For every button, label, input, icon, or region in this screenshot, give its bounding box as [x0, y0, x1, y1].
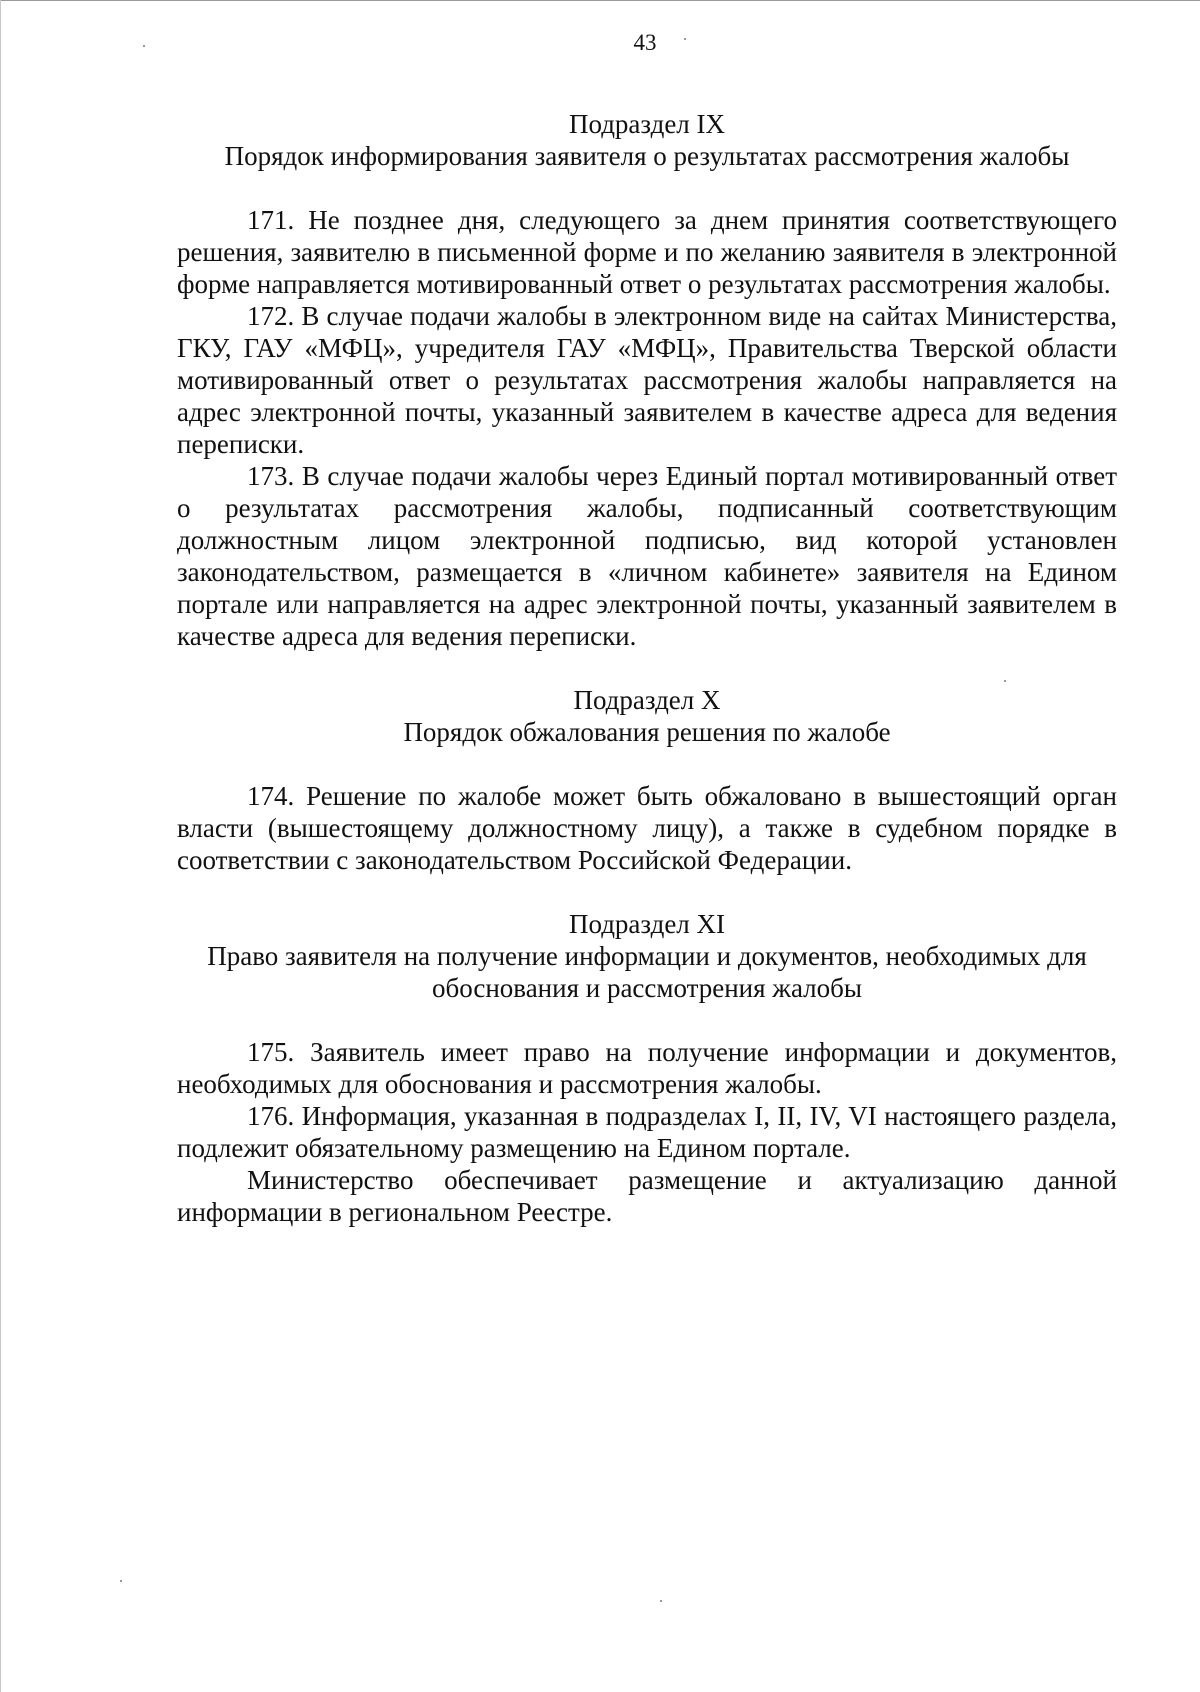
- section-subtitle: Порядок обжалования решения по жалобе: [403, 717, 891, 747]
- scan-edge-line-top: [0, 0, 1200, 1]
- section-subtitle: Право заявителя на получение информации и документов, необходимых для обоснования и рассмотрения жалобы: [207, 941, 1087, 1003]
- section-title: Подраздел IX: [568, 109, 726, 139]
- section-heading: [177, 108, 1117, 172]
- section-subtitle: Порядок информирования заявителя о результатах рассмотрения жалобы: [224, 141, 1070, 171]
- paragraph: 174. Решение по жалобе может быть обжаловано в вышестоящий орган власти (вышестоящему должностному лицу), а также в судебном порядке в соответствии с законодательством Российской Федерации.: [177, 781, 1117, 875]
- paragraph: 172. В случае подачи жалобы в электронном виде на сайтах Министерства, ГКУ, ГАУ «МФЦ», учредителя ГАУ «МФЦ», Правительства Тверской области мотивированный ответ о результатах рассмотрения жалобы направляется на адрес электронной почты, указанный заявителем в качестве адреса для ведения переписки.: [177, 301, 1117, 459]
- section-heading: [177, 684, 1117, 748]
- scan-speck: [660, 1600, 662, 1602]
- scan-speck: [120, 1580, 122, 1582]
- section-heading: [177, 908, 1117, 1004]
- scan-edge-line-left: [0, 0, 1, 1692]
- section-title: Подраздел XI: [568, 909, 726, 939]
- section-title: Подраздел X: [573, 685, 721, 715]
- paragraph: 171. Не позднее дня, следующего за днем принятия соответствующего решения, заявителю в письменной форме и по желанию заявителя в электронной форме направляется мотивированный ответ о результатах рассмотрения жалобы.: [177, 205, 1117, 299]
- paragraph: Министерство обеспечивает размещение и актуализацию данной информации в региональном Реестре.: [177, 1165, 1117, 1227]
- paragraph: 175. Заявитель имеет право на получение информации и документов, необходимых для обоснования и рассмотрения жалобы.: [177, 1037, 1117, 1099]
- page-number: 43: [633, 30, 657, 55]
- paragraph: 176. Информация, указанная в подразделах I, II, IV, VI настоящего раздела, подлежит обязательному размещению на Едином портале.: [177, 1101, 1117, 1163]
- document-body: [177, 108, 1117, 1228]
- paragraph: 173. В случае подачи жалобы через Единый портал мотивированный ответ о результатах рассмотрения жалобы, подписанный соответствующим должностным лицом электронной подписью, вид которой установлен законодательством, размещается в «личном кабинете» заявителя на Едином портале или направляется на адрес электронной почты, указанный заявителем в качестве адреса для ведения переписки.: [177, 461, 1117, 651]
